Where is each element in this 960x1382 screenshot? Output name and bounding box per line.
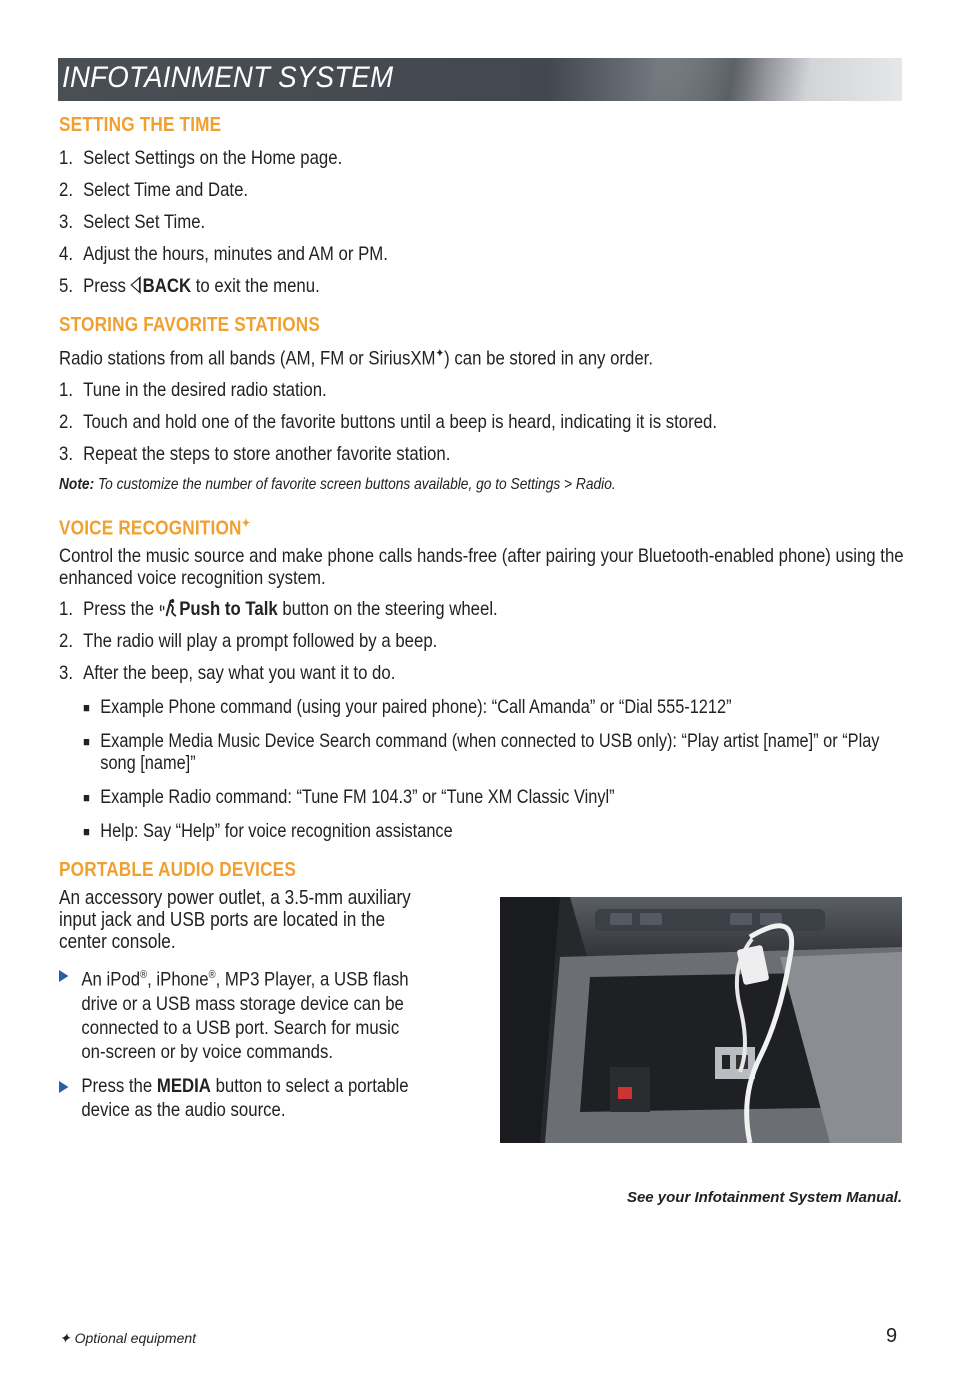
favorites-step-3: 3. Repeat the steps to store another favorite station. [59,442,451,465]
portable-item-devices: An iPod®, iPhone®, MP3 Player, a USB flash drive or a USB mass storage device can be connected to a USB port. Search for music on-screen or by voice commands. [59,963,417,1064]
time-step-5: 5. Press BACK to exit the menu. [59,275,320,297]
section-voice-recognition [59,510,904,844]
arrow-bullet-icon [59,1081,68,1093]
voice-intro: Control the music source and make phone calls hands-free (after pairing your Bluetooth-enabled phone) using the enhanced voice recognition system. [59,545,904,590]
voice-bullet-help: ■ Help: Say “Help” for voice recognition assistance [83,821,453,843]
favorites-step-1: 1. Tune in the desired radio station. [59,378,327,401]
voice-bullet-phone: ■ Example Phone command (using your paired phone): “Call Amanda” or “Dial 555-1212” [83,697,732,719]
arrow-bullet-icon [59,970,68,982]
section-portable-audio [59,857,417,1122]
voice-step-1: 1. Press the Push to Talk button on the steering wheel. [59,598,498,621]
favorites-note: Note: To customize the number of favorite screen buttons available, go to Settings > Radio. [59,475,616,493]
voice-bullet-radio: ■ Example Radio command: “Tune FM 104.3” or “Tune XM Classic Vinyl” [83,787,615,809]
portable-intro: An accessory power outlet, a 3.5-mm auxiliary input jack and USB ports are located in the center console. [59,887,411,954]
favorites-step-2: 2. Touch and hold one of the favorite buttons until a beep is heard, indicating it is stored. [59,410,718,433]
heading-portable-audio: PORTABLE AUDIO DEVICES [59,859,296,882]
section-favorite-stations [59,312,904,496]
page-number: 9 [886,1325,898,1347]
page-title: INFOTAINMENT SYSTEM [62,61,394,94]
optional-equipment-note: ✦ Optional equipment [59,1330,197,1346]
optional-star-icon: ✦ [59,1330,71,1346]
voice-step-2: 2. The radio will play a prompt followed by a beep. [59,630,438,653]
banner-swoosh [522,58,902,101]
time-step-4: 4. Adjust the hours, minutes and AM or PM. [59,243,388,265]
favorites-intro: Radio stations from all bands (AM, FM or SiriusXM✦) can be stored in any order. [59,346,653,370]
section-setting-time [59,112,904,298]
optional-star-icon: ✦ [241,515,251,530]
heading-favorite-stations: STORING FAVORITE STATIONS [59,314,321,336]
photo-caption: See your Infotainment System Manual. [626,1189,902,1206]
section-banner [58,58,902,101]
heading-voice-recognition: VOICE RECOGNITION✦ [59,515,251,540]
heading-setting-time: SETTING THE TIME [59,114,222,136]
voice-bullet-media: ■ Example Media Music Device Search command (when connected to USB only): “Play artist [name]” or “Play song [name]” [83,731,880,775]
portable-item-media: Press the MEDIA button to select a portable device as the audio source. [59,1074,417,1122]
push-to-talk-icon [159,598,180,618]
back-arrow-icon [131,276,141,294]
time-step-3: 3. Select Set Time. [59,211,206,233]
center-console-photo [500,897,902,1143]
optional-star-icon: ✦ [435,346,445,360]
time-step-1: 1. Select Settings on the Home page. [59,147,343,169]
time-step-2: 2. Select Time and Date. [59,179,249,201]
voice-step-3: 3. After the beep, say what you want it to do. [59,662,396,685]
